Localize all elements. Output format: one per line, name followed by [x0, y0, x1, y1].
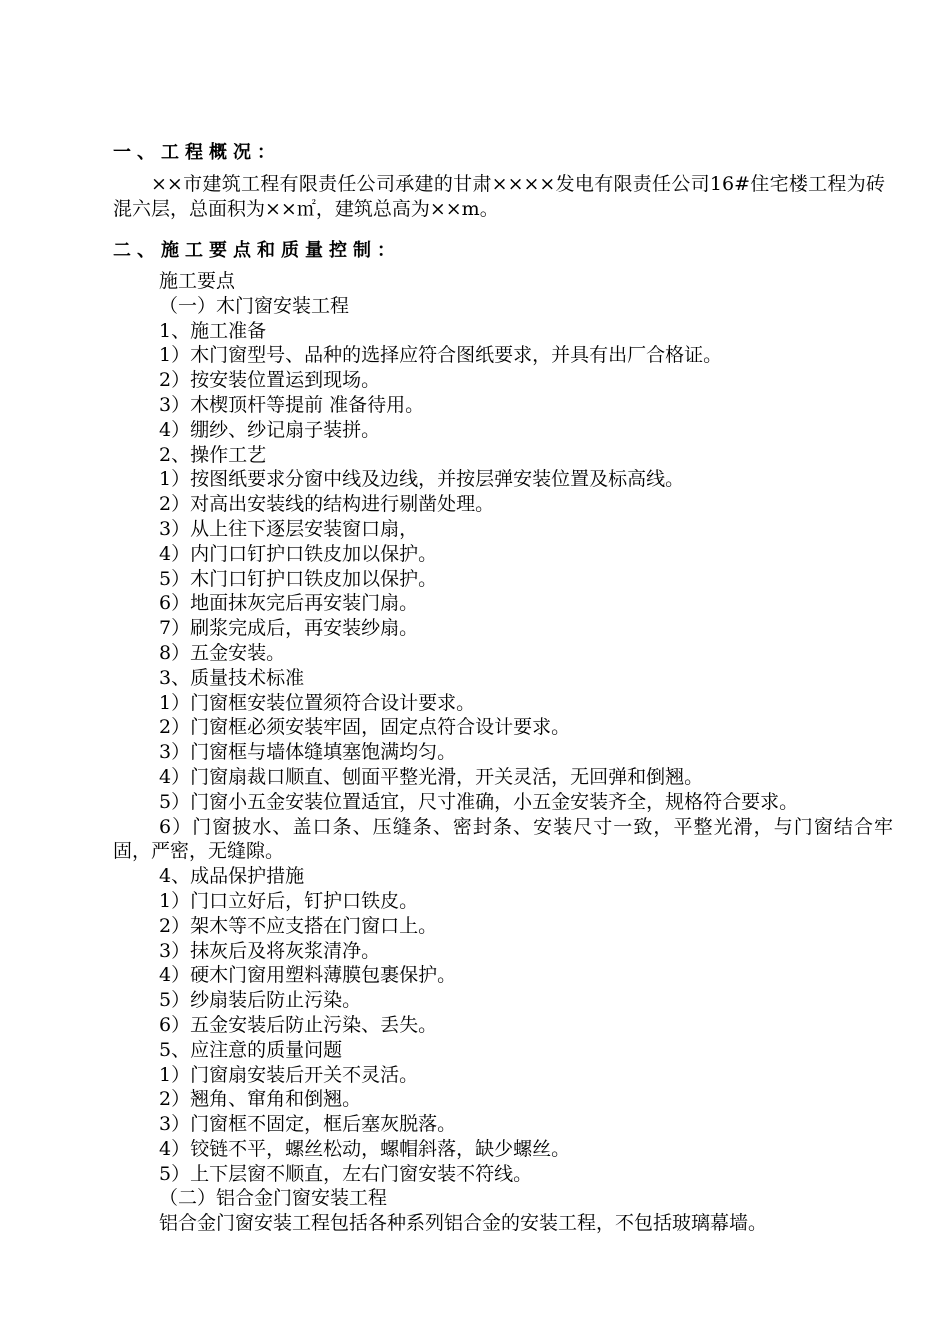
text-line: 2）对高出安装线的结构进行剔凿处理。	[159, 493, 495, 516]
text-line: （一）木门窗安装工程	[159, 294, 350, 317]
text-line: 3、质量技术标准	[159, 666, 305, 689]
text-line: 2）架木等不应支搭在门窗口上。	[159, 914, 438, 937]
text-line: 5）门窗小五金安装位置适宜，尺寸准确，小五金安装齐全，规格符合要求。	[159, 790, 799, 813]
text-line: 4）铰链不平，螺丝松动，螺帽斜落，缺少螺丝。	[159, 1137, 571, 1160]
text-line: 6）五金安装后防止污染、丢失。	[159, 1013, 438, 1036]
text-line: 4、成品保护措施	[159, 865, 305, 888]
overview-paragraph: ××市建筑工程有限责任公司承建的甘肃××××发电有限责任公司16#住宅楼工程为砖混六层，总面积为××㎡，建筑总高为××m。	[113, 173, 885, 220]
text-line: 4）绷纱、纱记扇子装拼。	[159, 418, 381, 441]
section-heading-construction: 二、施工要点和质量控制：	[113, 240, 401, 261]
text-line: 5）木门口钉护口铁皮加以保护。	[159, 567, 438, 590]
text-line: 3）从上往下逐层安装窗口扇，	[159, 517, 419, 540]
text-line: 3）抹灰后及将灰浆清净。	[159, 939, 381, 962]
text-line: 1、施工准备	[159, 319, 267, 342]
text-line: 2、操作工艺	[159, 443, 267, 466]
text-line: 施工要点	[159, 270, 236, 292]
text-line: 4）内门口钉护口铁皮加以保护。	[159, 542, 438, 565]
text-line: 4）硬木门窗用塑料薄膜包裹保护。	[159, 964, 457, 987]
text-line: 5、应注意的质量问题	[159, 1038, 343, 1061]
text-line: 5）纱扇装后防止污染。	[159, 989, 362, 1012]
construction-points-list	[113, 269, 893, 1236]
text-line: 3）木楔顶杆等提前 准备待用。	[159, 393, 425, 416]
text-line: 6）门窗披水、盖口条、压缝条、密封条、安装尺寸一致，平整光滑，与门窗结合牢固，严密，无缝隙。	[113, 815, 893, 863]
text-line: 2）门窗框必须安装牢固，固定点符合设计要求。	[159, 716, 571, 739]
text-line: 3）门窗框不固定，框后塞灰脱落。	[159, 1113, 457, 1136]
text-line: 6）地面抹灰完后再安装门扇。	[159, 592, 419, 615]
text-line: 8）五金安装。	[159, 641, 286, 664]
text-line: 1）门口立好后，钉护口铁皮。	[159, 889, 419, 912]
text-line: 1）木门窗型号、品种的选择应符合图纸要求，并具有出厂合格证。	[159, 344, 723, 367]
text-line: 4）门窗扇裁口顺直、刨面平整光滑，开关灵活，无回弹和倒翘。	[159, 765, 704, 788]
text-line: （二）铝合金门窗安装工程	[159, 1187, 388, 1210]
text-line: 7）刷浆完成后，再安装纱扇。	[159, 617, 419, 640]
text-line: 1）门窗扇安装后开关不灵活。	[159, 1063, 419, 1086]
text-line: 2）翘角、窜角和倒翘。	[159, 1088, 362, 1111]
section-heading-overview: 一、工程概况：	[113, 142, 281, 163]
text-line: 1）按图纸要求分窗中线及边线，并按层弹安装位置及标高线。	[159, 468, 685, 491]
text-line: 5）上下层窗不顺直，左右门窗安装不符线。	[159, 1162, 533, 1185]
text-line: 3）门窗框与墙体缝填塞饱满均匀。	[159, 741, 457, 764]
text-line: 2）按安装位置运到现场。	[159, 369, 381, 392]
text-line: 1）门窗框安装位置须符合设计要求。	[159, 691, 476, 714]
text-line: 铝合金门窗安装工程包括各种系列铝合金的安装工程，不包括玻璃幕墙。	[159, 1212, 768, 1235]
